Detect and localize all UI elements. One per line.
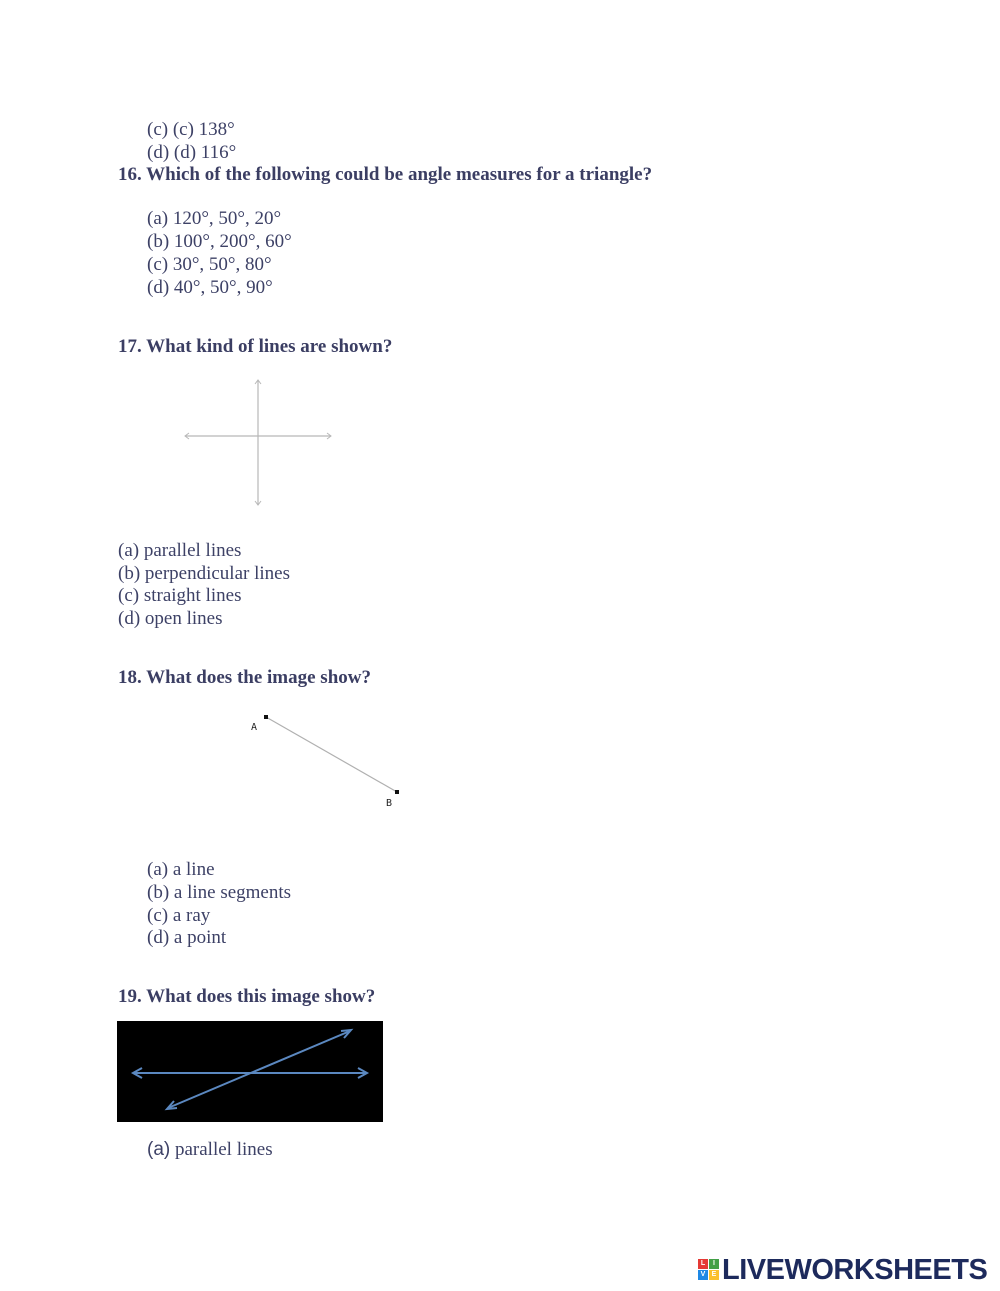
question-17: 17. What kind of lines are shown? bbox=[118, 336, 393, 357]
option-18c: (c) a ray bbox=[147, 905, 211, 926]
question-16: 16. Which of the following could be angle measures for a triangle? bbox=[118, 164, 653, 185]
liveworksheets-logo-icon bbox=[698, 1259, 720, 1281]
question-19: 19. What does this image show? bbox=[118, 986, 376, 1007]
option-19a-text: parallel lines bbox=[170, 1139, 273, 1160]
option-18d: (d) a point bbox=[147, 927, 227, 948]
logo-letter-v: V bbox=[698, 1270, 708, 1280]
option-16a: (a) 120°, 50°, 20° bbox=[147, 208, 282, 229]
liveworksheets-logo-text: LIVEWORKSHEETS bbox=[722, 1254, 988, 1286]
option-17a: (a) parallel lines bbox=[118, 540, 242, 561]
option-19a-letter: (a) bbox=[147, 1139, 171, 1160]
line-segment-figure bbox=[245, 708, 410, 810]
figure-background bbox=[117, 1021, 383, 1122]
option-15d: (d) (d) 116° bbox=[147, 142, 237, 163]
option-16d: (d) 40°, 50°, 90° bbox=[147, 277, 273, 298]
option-17d: (d) open lines bbox=[118, 608, 223, 629]
point-a-marker bbox=[264, 715, 268, 719]
segment-ab bbox=[266, 717, 397, 792]
option-18a: (a) a line bbox=[147, 859, 215, 880]
point-b-marker bbox=[395, 790, 399, 794]
perpendicular-lines-figure bbox=[180, 375, 340, 510]
question-18: 18. What does the image show? bbox=[118, 667, 371, 688]
option-15c: (c) (c) 138° bbox=[147, 119, 235, 140]
logo-letter-i: I bbox=[709, 1259, 719, 1269]
option-16c: (c) 30°, 50°, 80° bbox=[147, 254, 272, 275]
point-b-label: B bbox=[386, 798, 393, 809]
option-18b: (b) a line segments bbox=[147, 882, 292, 903]
option-16b: (b) 100°, 200°, 60° bbox=[147, 231, 292, 252]
option-17c: (c) straight lines bbox=[118, 585, 242, 606]
option-17b: (b) perpendicular lines bbox=[118, 563, 290, 584]
point-a-label: A bbox=[251, 722, 258, 733]
intersecting-lines-figure bbox=[117, 1021, 383, 1122]
logo-letter-e: E bbox=[709, 1270, 719, 1280]
logo-letter-l: L bbox=[698, 1259, 708, 1269]
option-19a bbox=[147, 1138, 273, 1161]
